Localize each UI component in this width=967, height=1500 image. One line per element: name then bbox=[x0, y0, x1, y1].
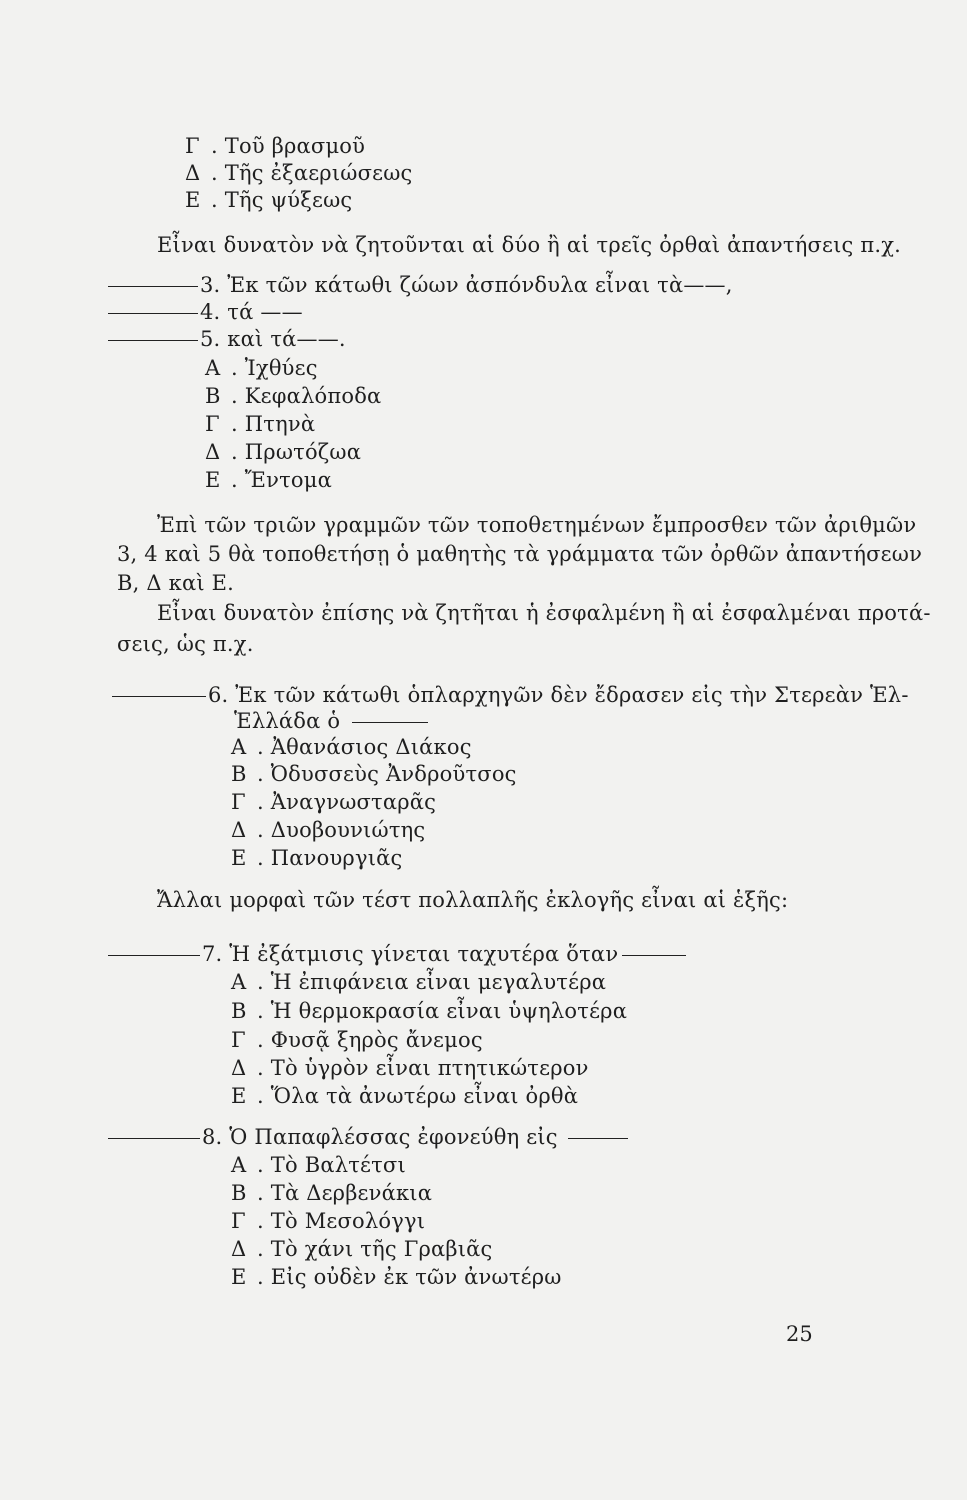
question-text: 8. Ὁ Παπαφλέσσας ἐφονεύθη εἰς bbox=[202, 1125, 558, 1149]
paragraph: Ἄλλαι μορφαὶ τῶν τέστ πολλαπλῆς ἐκλογῆς εἶναι αἱ ἑξῆς: bbox=[157, 888, 789, 912]
option-line: Ε . Ἔντομα bbox=[205, 468, 332, 492]
option-line: Δ . Τὸ ὑγρὸν εἶναι πτητικώτερον bbox=[231, 1056, 589, 1080]
inline-blank bbox=[622, 955, 686, 956]
option-letter: Α bbox=[231, 735, 247, 759]
option-text: Τῆς ἐξαεριώσεως bbox=[224, 161, 413, 185]
answer-blank bbox=[108, 955, 200, 956]
question-3 bbox=[108, 272, 733, 298]
question-text: 5. καὶ τά——. bbox=[200, 327, 346, 351]
question-text: Ἑλλάδα ὁ bbox=[234, 709, 341, 733]
paragraph-line: σεις, ὡς π.χ. bbox=[117, 632, 254, 656]
inline-blank bbox=[568, 1138, 628, 1139]
option-line: Δ . Πρωτόζωα bbox=[205, 440, 362, 464]
answer-blank bbox=[108, 286, 198, 287]
paragraph: Εἶναι δυνατὸν νὰ ζητοῦνται αἱ δύο ἢ αἱ τρεῖς ὀρθαὶ ἀπαντήσεις π.χ. bbox=[157, 233, 902, 257]
option-letter: Ε bbox=[231, 846, 247, 870]
option-letter: Α bbox=[231, 1153, 247, 1177]
answer-blank bbox=[108, 313, 198, 314]
option-text: Τὸ Βαλτέτσι bbox=[270, 1153, 406, 1177]
option-line: Ε . Ὅλα τὰ ἀνωτέρω εἶναι ὀρθὰ bbox=[231, 1084, 579, 1108]
option-line: Γ . Τοῦ βρασμοῦ bbox=[185, 134, 366, 158]
option-text: Τοῦ βρασμοῦ bbox=[224, 134, 366, 158]
option-line: Γ . Τὸ Μεσολόγγι bbox=[231, 1209, 426, 1233]
option-text: Πτηνὰ bbox=[244, 412, 316, 436]
option-line: Ε . Εἰς οὐδὲν ἐκ τῶν ἀνωτέρω bbox=[231, 1265, 562, 1289]
option-text: Κεφαλόποδα bbox=[244, 384, 382, 408]
paragraph-line: Β, Δ καὶ Ε. bbox=[117, 571, 235, 595]
option-text: Φυσᾷ ξηρὸς ἄνεμος bbox=[270, 1028, 483, 1052]
option-letter: Ε bbox=[185, 188, 201, 212]
option-text: Εἰς οὐδὲν ἐκ τῶν ἀνωτέρω bbox=[270, 1265, 562, 1289]
answer-blank bbox=[108, 1138, 200, 1139]
option-line: Α . Ἀθανάσιος Διάκος bbox=[231, 735, 472, 759]
inline-blank bbox=[352, 722, 428, 723]
option-letter: Ε bbox=[231, 1084, 247, 1108]
option-text: Δυοβουνιώτης bbox=[270, 818, 426, 842]
option-text: Ἀθανάσιος Διάκος bbox=[270, 735, 472, 759]
question-text: 4. τά —— bbox=[200, 300, 303, 324]
option-line: Γ . Φυσᾷ ξηρὸς ἄνεμος bbox=[231, 1028, 483, 1052]
question-text: 7. Ἡ ἐξάτμισις γίνεται ταχυτέρα ὅταν bbox=[202, 942, 619, 966]
option-letter: Γ bbox=[185, 134, 200, 158]
option-letter: Α bbox=[205, 356, 221, 380]
option-letter: Β bbox=[231, 1181, 247, 1205]
option-letter: Δ bbox=[231, 1237, 247, 1261]
option-letter: Ε bbox=[231, 1265, 247, 1289]
option-letter: Δ bbox=[205, 440, 221, 464]
paragraph-line: 3, 4 καὶ 5 θὰ τοποθετήσῃ ὁ μαθητὴς τὰ γράμματα τῶν ὀρθῶν ἀπαντήσεων bbox=[117, 542, 923, 566]
option-text: Ἡ ἐπιφάνεια εἶναι μεγαλυτέρα bbox=[270, 970, 607, 994]
paragraph-line: Εἶναι δυνατὸν ἐπίσης νὰ ζητῆται ἡ ἐσφαλμένη ἢ αἱ ἐσφαλμέναι προτά- bbox=[157, 601, 931, 625]
option-letter: Γ bbox=[231, 790, 246, 814]
paragraph-line: Ἐπὶ τῶν τριῶν γραμμῶν τῶν τοποθετημένων ἔμπροσθεν τῶν ἀριθμῶν bbox=[157, 513, 917, 537]
answer-blank bbox=[108, 340, 198, 341]
option-letter: Γ bbox=[205, 412, 220, 436]
question-7 bbox=[108, 941, 686, 967]
option-line: Ε . Τῆς ψύξεως bbox=[185, 188, 353, 212]
option-letter: Β bbox=[205, 384, 221, 408]
option-letter: Γ bbox=[231, 1028, 246, 1052]
option-line: Δ . Δυοβουνιώτης bbox=[231, 818, 426, 842]
option-line: Β . Τὰ Δερβενάκια bbox=[231, 1181, 433, 1205]
option-text: Πρωτόζωα bbox=[244, 440, 362, 464]
option-line: Α . Ἰχθύες bbox=[205, 356, 318, 380]
option-text: Τὰ Δερβενάκια bbox=[270, 1181, 433, 1205]
question-6-continued bbox=[234, 708, 428, 734]
option-text: Πανουργιᾶς bbox=[270, 846, 403, 870]
option-letter: Δ bbox=[231, 818, 247, 842]
option-letter: Δ bbox=[185, 161, 201, 185]
option-letter: Α bbox=[231, 970, 247, 994]
option-text: Ὅλα τὰ ἀνωτέρω εἶναι ὀρθὰ bbox=[270, 1084, 579, 1108]
question-5 bbox=[108, 326, 346, 352]
page-number: 25 bbox=[786, 1322, 813, 1346]
option-line: Β . Ὀδυσσεὺς Ἀνδροῦτσος bbox=[231, 762, 517, 786]
option-line: Δ . Τῆς ἐξαεριώσεως bbox=[185, 161, 413, 185]
option-text: Ὀδυσσεὺς Ἀνδροῦτσος bbox=[270, 762, 517, 786]
option-text: Τὸ χάνι τῆς Γραβιᾶς bbox=[270, 1237, 493, 1261]
option-text: Ἰχθύες bbox=[244, 356, 318, 380]
option-letter: Ε bbox=[205, 468, 221, 492]
option-text: Τὸ Μεσολόγγι bbox=[270, 1209, 426, 1233]
answer-blank bbox=[112, 696, 206, 697]
option-text: Ἔντομα bbox=[244, 468, 332, 492]
option-line: Γ . Πτηνὰ bbox=[205, 412, 316, 436]
option-line: Γ . Ἀναγνωσταρᾶς bbox=[231, 790, 437, 814]
option-line: Δ . Τὸ χάνι τῆς Γραβιᾶς bbox=[231, 1237, 493, 1261]
option-letter: Β bbox=[231, 999, 247, 1023]
question-text: 3. Ἐκ τῶν κάτωθι ζώων ἀσπόνδυλα εἶναι τὰ——, bbox=[200, 273, 733, 297]
option-line: Ε . Πανουργιᾶς bbox=[231, 846, 403, 870]
question-4 bbox=[108, 299, 303, 325]
option-letter: Γ bbox=[231, 1209, 246, 1233]
option-line: Β . Ἡ θερμοκρασία εἶναι ὑψηλοτέρα bbox=[231, 999, 628, 1023]
option-text: Τὸ ὑγρὸν εἶναι πτητικώτερον bbox=[270, 1056, 589, 1080]
option-line: Α . Τὸ Βαλτέτσι bbox=[231, 1153, 406, 1177]
option-text: Ἡ θερμοκρασία εἶναι ὑψηλοτέρα bbox=[270, 999, 628, 1023]
option-letter: Β bbox=[231, 762, 247, 786]
question-8 bbox=[108, 1124, 628, 1150]
option-letter: Δ bbox=[231, 1056, 247, 1080]
option-text: Ἀναγνωσταρᾶς bbox=[270, 790, 437, 814]
question-text: 6. Ἐκ τῶν κάτωθι ὁπλαρχηγῶν δὲν ἔδρασεν εἰς τὴν Στερεὰν Ἑλ- bbox=[208, 683, 909, 707]
option-line: Α . Ἡ ἐπιφάνεια εἶναι μεγαλυτέρα bbox=[231, 970, 607, 994]
option-text: Τῆς ψύξεως bbox=[224, 188, 353, 212]
option-line: Β . Κεφαλόποδα bbox=[205, 384, 382, 408]
question-6 bbox=[112, 682, 909, 708]
